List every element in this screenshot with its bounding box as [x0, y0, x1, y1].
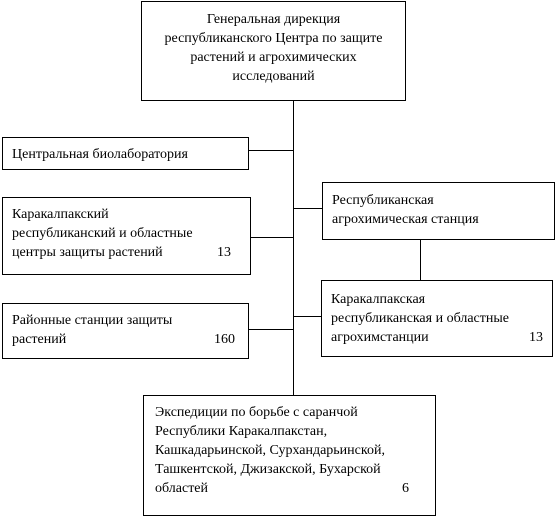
agrochem-regional-line1: Каракалпакская: [331, 292, 426, 307]
agrochem-regional-box: [321, 280, 553, 357]
locust-expeditions-line2: Республики Каракалпакстан,: [155, 424, 328, 439]
agrochem-station-box: [322, 182, 555, 240]
connector-biolab: [248, 150, 294, 151]
locust-expeditions-line4: Ташкентской, Джизакской, Бухарской: [155, 462, 381, 477]
district-stations-line1: Районные станции защиты: [12, 313, 173, 328]
locust-expeditions-box: [143, 395, 436, 516]
regional-centers-count: 13: [217, 245, 231, 260]
locust-expeditions-count: 6: [402, 481, 409, 496]
connector-agrochem-station: [293, 208, 323, 209]
agrochem-regional-line3: агрохимстанции: [331, 330, 429, 345]
locust-expeditions-line5: областей: [155, 481, 209, 496]
district-stations-box: [2, 303, 249, 359]
district-stations-line2: растений: [12, 332, 67, 347]
regional-centers-line3: центры защиты растений: [12, 245, 163, 260]
connector-agrochem-regional: [293, 316, 322, 317]
regional-centers-box: [2, 197, 251, 275]
regional-centers-line2: республиканский и областные: [12, 226, 193, 241]
main-trunk-line: [293, 100, 294, 396]
directorate-box: [141, 1, 406, 101]
central-biolab-text: Центральная биолаборатория: [12, 147, 188, 162]
locust-expeditions-line3: Кашкадарьинской, Сурхандарьинской,: [155, 443, 385, 458]
regional-centers-line1: Каракалпакский: [12, 207, 109, 222]
agrochem-station-line1: Республиканская: [332, 193, 434, 208]
connector-agrochem-vertical: [420, 239, 421, 281]
connector-district-stations: [248, 329, 294, 330]
agrochem-regional-count: 13: [529, 330, 543, 345]
locust-expeditions-line1: Экспедиции по борьбе с саранчой: [155, 405, 358, 420]
district-stations-count: 160: [214, 332, 235, 347]
agrochem-regional-line2: республиканская и областные: [331, 311, 510, 326]
agrochem-station-line2: агрохимическая станция: [332, 212, 479, 227]
connector-regional-centers: [250, 237, 294, 238]
central-biolab-box: [2, 137, 249, 170]
directorate-text: Генеральная дирекция республиканского Центра по защите растений и агрохимических исследований: [164, 12, 383, 84]
